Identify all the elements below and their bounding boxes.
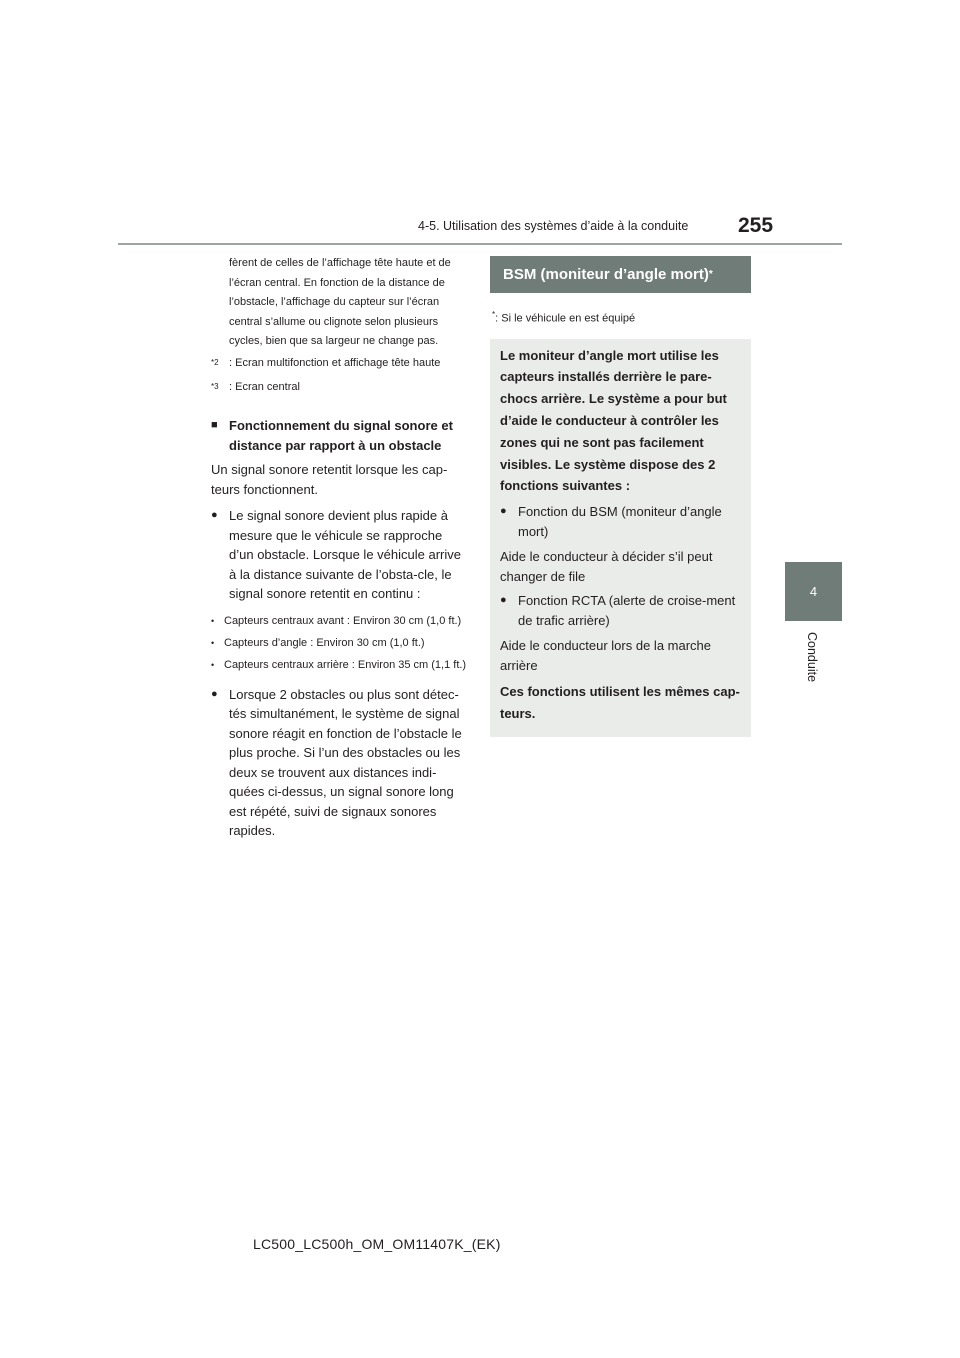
section-heading-text: Fonctionnement du signal sonore et distance par rapport à un obstacle — [229, 418, 453, 453]
footnote — [211, 354, 467, 376]
function-item — [500, 591, 741, 630]
footnote-mark: *3 — [211, 381, 219, 391]
bullet-dot-icon: ● — [211, 687, 218, 700]
function-description: Aide le conducteur lors de la marche arrière — [500, 638, 712, 673]
summary-box — [490, 339, 751, 737]
footnote-mark: *2 — [211, 357, 219, 367]
small-dot-icon: • — [211, 637, 215, 648]
footer-doc-code: LC500_LC500h_OM_OM11407K_(EK) — [253, 1236, 501, 1252]
bullet-item — [211, 685, 467, 841]
bullet-dot-icon: ● — [500, 505, 507, 518]
bullet-dot-icon: ● — [211, 509, 218, 522]
small-dot-icon: • — [211, 659, 215, 670]
chapter-tab-label: Conduite — [805, 632, 819, 683]
left-column — [211, 254, 467, 841]
continued-text: fèrent de celles de l’affichage tête haute et de l’écran central. En fonction de la distance de l’obstacle, l’affichage du capteur sur l’écran central s’allume ou clignote selon plusieurs cycles, bien que sa largeur ne change pas. — [229, 257, 451, 347]
function-name: Fonction du BSM (moniteur d’angle mort) — [518, 504, 722, 539]
bullet-item — [211, 506, 467, 604]
equipment-note — [490, 307, 751, 327]
function-item — [500, 502, 741, 541]
chapter-tab-number: 4 — [809, 584, 818, 599]
chapter-tab — [785, 562, 842, 621]
sub-list-item — [211, 635, 467, 651]
footnote-text: : Ecran central — [229, 380, 300, 393]
bullet-dot-icon: ● — [500, 594, 507, 607]
section-heading — [211, 416, 467, 455]
box-outro: Ces fonctions utilisent les mêmes cap-teurs. — [500, 684, 740, 722]
banner-title: BSM (moniteur d’angle mort) — [503, 266, 709, 283]
section-banner — [490, 256, 751, 293]
intro-paragraph: Un signal sonore retentit lorsque les cap-teurs fonctionnent. — [211, 462, 448, 497]
page-number: 255 — [738, 214, 774, 237]
header-rule — [118, 243, 842, 245]
right-column — [490, 256, 751, 737]
function-description: Aide le conducteur à décider s’il peut changer de file — [500, 549, 713, 584]
bullet-text: Le signal sonore devient plus rapide à mesure que le véhicule se rapproche d’un obstacle. Lorsque le véhicule arrive à la distance suivante de l’obsta-cle, le signal sonore retentit en continu : — [229, 508, 461, 602]
sub-item-text: Capteurs d’angle : Environ 30 cm (1,0 ft.) — [224, 636, 425, 649]
sub-item-text: Capteurs centraux avant : Environ 30 cm (1,0 ft.) — [224, 614, 462, 627]
footnote — [211, 378, 467, 400]
function-name: Fonction RCTA (alerte de croise-ment de trafic arrière) — [518, 593, 736, 628]
box-intro: Le moniteur d’angle mort utilise les capteurs installés derrière le pare-chocs arrière. Le système a pour but d’aide le conducteur à contrôler les zones qui ne sont pas facilement visibles. Le système dispose des 2 fonctions suivantes : — [500, 347, 727, 494]
square-bullet-icon: ■ — [211, 419, 218, 432]
sub-item-text: Capteurs centraux arrière : Environ 35 cm (1,1 ft.) — [224, 658, 467, 671]
small-dot-icon: • — [211, 615, 215, 626]
note-text: : Si le véhicule en est équipé — [495, 312, 636, 325]
banner-footnote-mark: * — [708, 269, 713, 280]
note-mark: * — [492, 310, 496, 319]
sub-list-item — [211, 657, 467, 673]
footnote-text: : Ecran multifonction et affichage tête haute — [229, 356, 441, 369]
header-section-title: 4-5. Utilisation des systèmes d’aide à la conduite — [418, 219, 689, 233]
sub-list-item — [211, 613, 467, 629]
bullet-text: Lorsque 2 obstacles ou plus sont détec-tés simultanément, le système de signal sonore réagit en fonction de l’obstacle le plus proche. Si l’un des obstacles ou les deux se trouvent aux distances indi-quées ci-dessus, un signal sonore long est répété, suivi de signaux sonores rapides. — [229, 686, 462, 839]
